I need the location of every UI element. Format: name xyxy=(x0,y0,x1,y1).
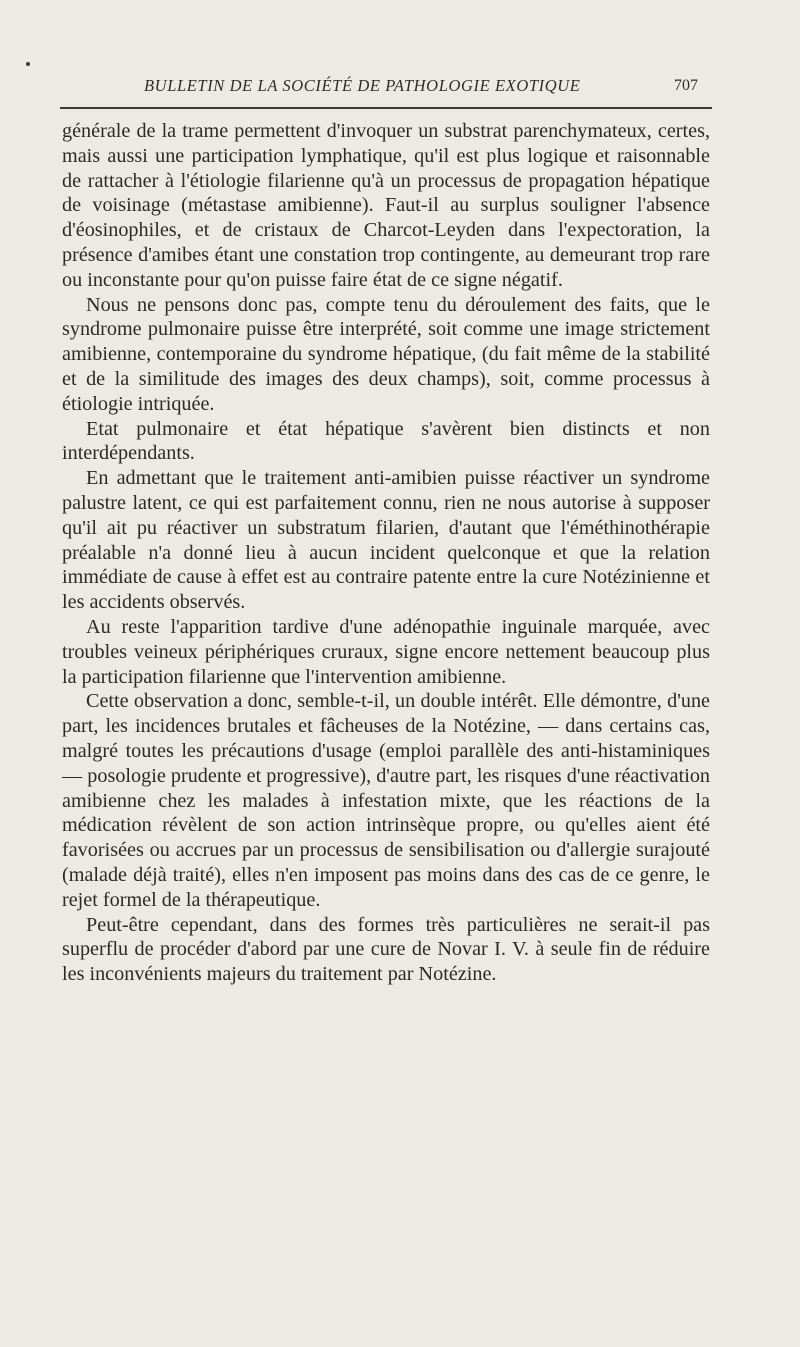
paragraph: Nous ne pensons donc pas, compte tenu du déroulement des faits, que le syndrome pulmonaire puisse être interprété, soit comme une image strictement amibienne, contemporaine du syndrome hépatique, (du fait même de la stabilité et de la similitude des images des deux champs), soit, comme processus à étiologie intriquée. xyxy=(62,293,710,415)
header-rule xyxy=(60,107,712,109)
body-text xyxy=(62,119,710,987)
running-title: BULLETIN DE LA SOCIÉTÉ DE PATHOLOGIE EXOTIQUE xyxy=(144,76,581,95)
page-number: 707 xyxy=(674,77,698,94)
paragraph: Peut-être cependant, dans des formes très particulières ne serait-il pas superflu de procéder d'abord par une cure de Novar I. V. à seule fin de réduire les inconvénients majeurs du traitement par Notézine. xyxy=(62,913,710,986)
print-speck xyxy=(26,62,30,66)
paragraph: générale de la trame permettent d'invoquer un substrat parenchymateux, certes, mais aussi une participation lymphatique, qu'il est plus logique et raisonnable de rattacher à l'étiologie filarienne qu'à un processus de propagation hépatique de voisinage (métastase amibienne). Faut-il au surplus souligner l'absence d'éosinophiles, et de cristaux de Charcot-Leyden dans l'expectoration, la présence d'amibes étant une constation trop contingente, au demeurant trop rare ou inconstante pour qu'on puisse faire état de ce signe négatif. xyxy=(62,120,710,291)
paragraph: Au reste l'apparition tardive d'une adénopathie inguinale marquée, avec troubles veineux périphériques cruraux, signe encore nettement beaucoup plus la participation filarienne que l'intervention amibienne. xyxy=(62,615,710,688)
paragraph: En admettant que le traitement anti-amibien puisse réactiver un syndrome palustre latent, ce qui est parfaitement connu, rien ne nous autorise à supposer qu'il ait pu réactiver un substratum filarien, d'autant que l'éméthinothérapie préalable n'a donné lieu à aucun incident quelconque et que la relation immédiate de cause à effet est au contraire patente entre la cure Notézinienne et les accidents observés. xyxy=(62,467,710,614)
running-header xyxy=(60,76,710,100)
paragraph: Etat pulmonaire et état hépatique s'avèrent bien distincts et non interdépendants. xyxy=(62,417,710,465)
paragraph: Cette observation a donc, semble-t-il, un double intérêt. Elle démontre, d'une part, les incidences brutales et fâcheuses de la Notézine, — dans certains cas, malgré toutes les précautions d'usage (emploi parallèle des anti-histaminiques — posologie prudente et progressive), d'autre part, les risques d'une réactivation amibienne chez les malades à infestation mixte, que les réactions de la médication révèlent de son action intrinsèque propre, ou qu'elles aient été favorisées ou accrues par un processus de sensibilisation ou d'allergie surajouté (malade déjà traité), elles n'en imposent pas moins dans des cas de ce genre, le rejet formel de la thérapeutique. xyxy=(62,690,710,911)
